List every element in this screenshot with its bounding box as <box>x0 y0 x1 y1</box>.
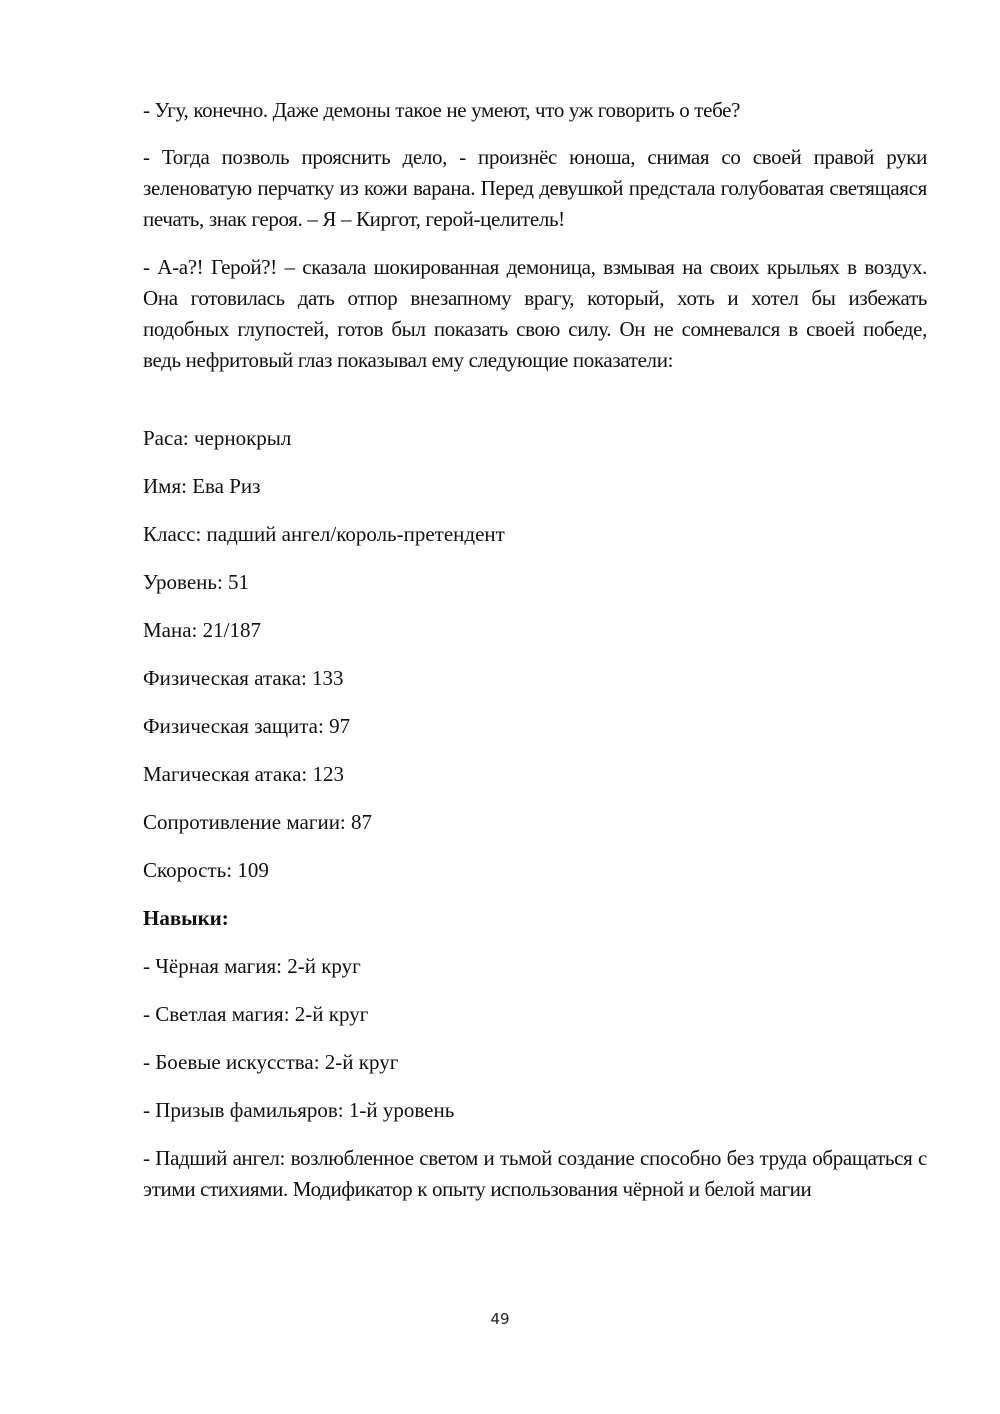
skill-summon-familiars: - Призыв фамильяров: 1-й уровень <box>143 1098 455 1122</box>
stat-race: Раса: чернокрыл <box>143 426 292 450</box>
page-number: 49 <box>490 1310 510 1328</box>
stat-speed: Скорость: 109 <box>143 858 269 882</box>
skill-fallen-angel: - Падший ангел: возлюбленное светом и тьмой создание способно без труда обращаться с этими стихиями. Модификатор к опыту использования чёрной и белой магии <box>143 1146 927 1201</box>
stat-name: Имя: Ева Риз <box>143 474 261 498</box>
dialogue-paragraph-2: - Тогда позволь прояснить дело, - произнёс юноша, снимая со своей правой руки зеленоватую перчатку из кожи варана. Перед девушкой предстала голубоватая светящаяся печать, знак героя. – Я – Киргот, герой-целитель! <box>143 145 927 231</box>
stat-class: Класс: падший ангел/король-претендент <box>143 522 505 546</box>
stat-magic-attack: Магическая атака: 123 <box>143 762 345 786</box>
stat-mana: Мана: 21/187 <box>143 618 261 642</box>
narrative-paragraph: - А-а?! Герой?! – сказала шокированная демоница, взмывая на своих крыльях в воздух. Она готовилась дать отпор внезапному врагу, который, хоть и хотел бы избежать подобных глупостей, готов был показать свою силу. Он не сомневался в своей победе, ведь нефритовый глаз показывал ему следующие показатели: <box>143 255 927 372</box>
skills-heading: Навыки: <box>143 906 229 930</box>
skill-martial-arts: - Боевые искусства: 2-й круг <box>143 1050 399 1074</box>
stat-physical-defense: Физическая защита: 97 <box>143 714 351 738</box>
stat-physical-attack: Физическая атака: 133 <box>143 666 344 690</box>
stat-level: Уровень: 51 <box>143 570 250 594</box>
dialogue-paragraph-1: - Угу, конечно. Даже демоны такое не умеют, что уж говорить о тебе? <box>143 98 741 122</box>
skill-light-magic: - Светлая магия: 2-й круг <box>143 1002 369 1026</box>
skill-black-magic: - Чёрная магия: 2-й круг <box>143 954 361 978</box>
stat-magic-resistance: Сопротивление магии: 87 <box>143 810 373 834</box>
